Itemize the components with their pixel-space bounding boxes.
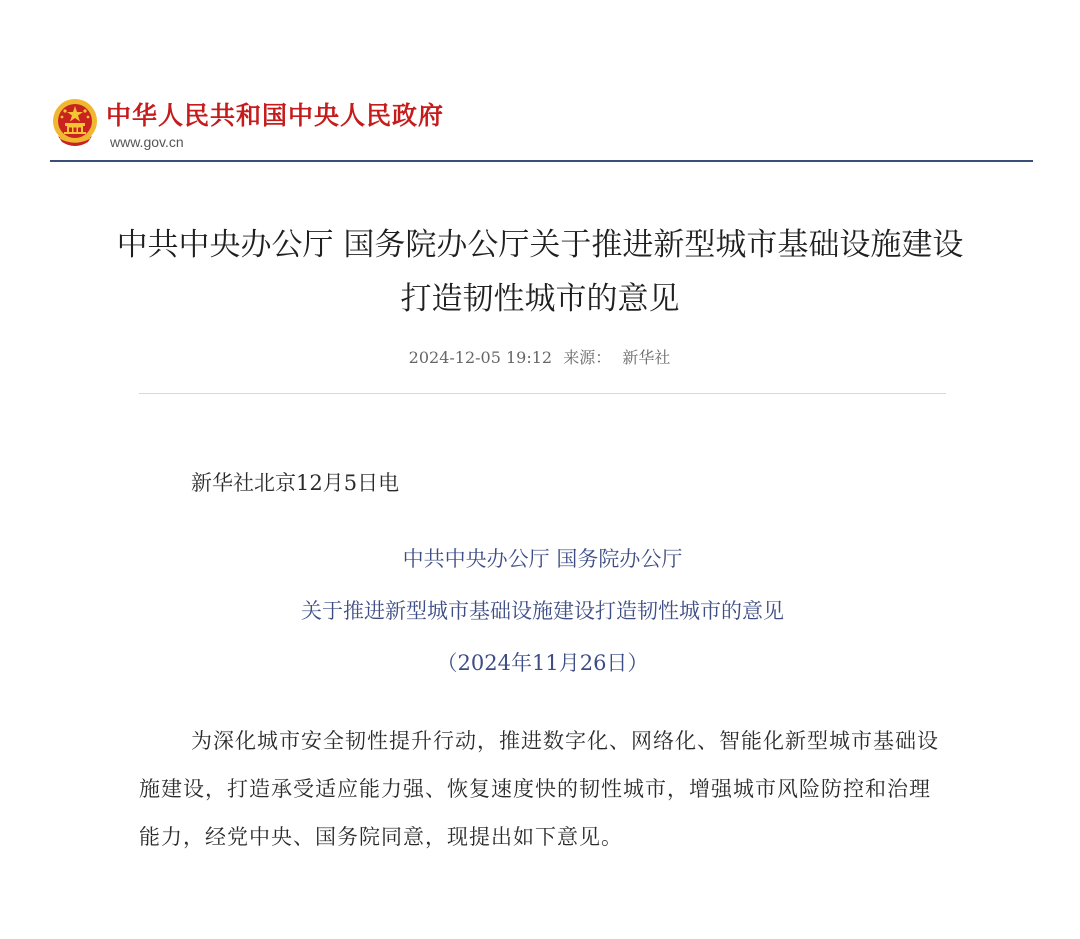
site-url[interactable]: www.gov.cn (110, 134, 184, 150)
document-date: （2024年11月26日） (436, 651, 649, 675)
national-emblem-icon[interactable] (50, 96, 100, 150)
body-paragraph: 为深化城市安全韧性提升行动，推进数字化、网络化、智能化新型城市基础设施建设，打造承受适应能力强、恢复速度快的韧性城市，增强城市风险防控和治理能力，经党中央、国务院同意，现提出如下意见。 (139, 729, 939, 849)
article-meta (140, 346, 945, 370)
masthead-divider (50, 160, 1033, 162)
site-masthead (50, 96, 1040, 162)
article-title: 中共中央办公厅 国务院办公厅关于推进新型城市基础设施建设打造韧性城市的意见 (116, 227, 964, 317)
source-label: 来源： (563, 348, 612, 367)
document-title: 关于推进新型城市基础设施建设打造韧性城市的意见 (301, 599, 784, 623)
meta-divider (139, 393, 946, 394)
document-issuer: 中共中央办公厅 国务院办公厅 (402, 547, 683, 571)
publish-datetime: 2024-12-05 19:12 (408, 348, 553, 367)
dateline: 新华社北京12月5日电 (191, 471, 400, 495)
site-name[interactable]: 中华人民共和国中央人民政府 (106, 101, 445, 130)
source-name: 新华社 (622, 348, 671, 367)
